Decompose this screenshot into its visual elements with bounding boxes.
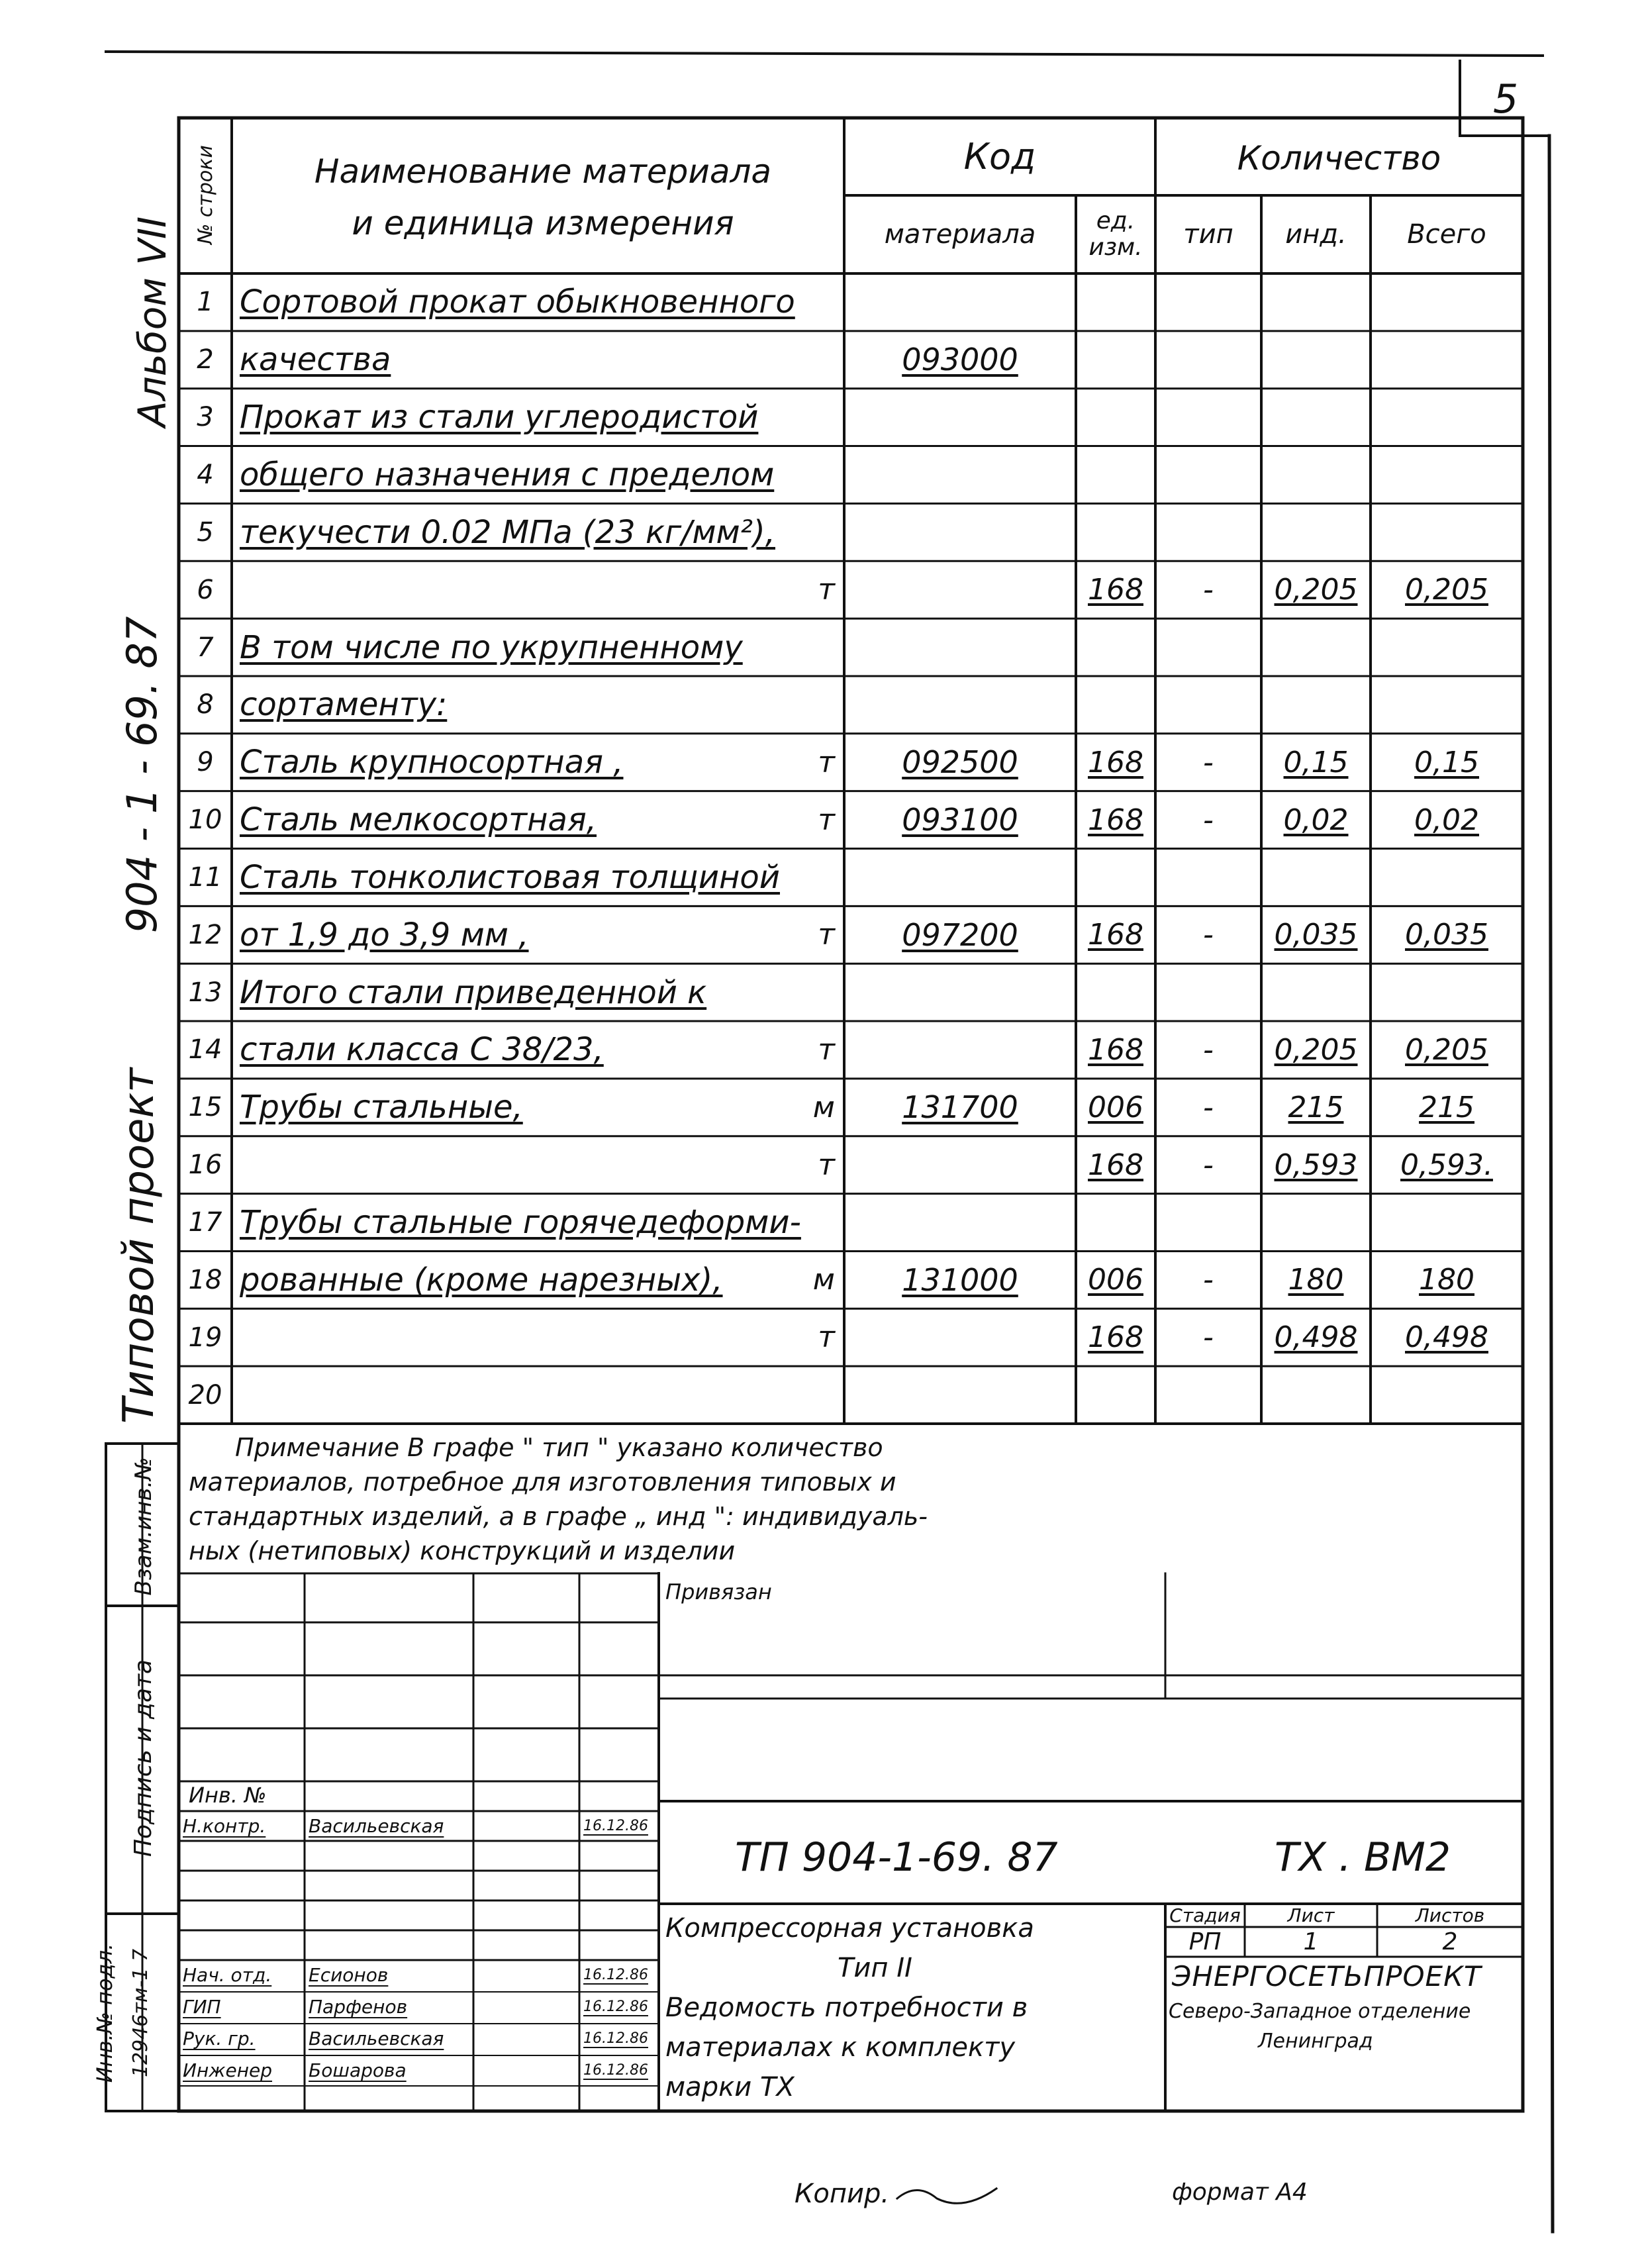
sheet-label: Лист xyxy=(1287,1904,1335,1926)
material-code xyxy=(844,275,1076,330)
row-number: 11 xyxy=(188,862,222,893)
qty-typical xyxy=(1155,505,1261,560)
sheet-title xyxy=(665,1908,1162,2107)
material-name: В том числе по укрупненному xyxy=(240,628,743,666)
page-number: 5 xyxy=(1493,76,1519,123)
material-code: 131000 xyxy=(902,1261,1018,1298)
material-name: качества xyxy=(240,341,391,379)
unit-code xyxy=(1076,390,1155,445)
staff-date: 16.12.86 xyxy=(583,2030,648,2047)
qty-typical: - xyxy=(1203,1032,1214,1067)
qty-total xyxy=(1371,677,1523,732)
staff-name: Васильевская xyxy=(309,1815,444,1837)
header-qty-total: Всего xyxy=(1407,219,1486,250)
row-number: 9 xyxy=(197,747,214,778)
copied-label: Копир. xyxy=(795,2179,890,2209)
staff-name: Васильевская xyxy=(309,2028,444,2049)
material-name: стали класса С 38/23, xyxy=(240,1031,604,1069)
unit-code xyxy=(1076,677,1155,732)
sheets-label: Листов xyxy=(1415,1904,1485,1926)
unit-code: 168 xyxy=(1088,803,1143,837)
stage-value: РП xyxy=(1188,1928,1222,1955)
qty-typical xyxy=(1155,677,1261,732)
note-line: Примечание В графе " тип " указано количество xyxy=(235,1433,883,1462)
stage-label: Стадия xyxy=(1169,1904,1241,1926)
staff-name: Бошарова xyxy=(309,2059,407,2081)
unit-of-measure xyxy=(728,1367,844,1422)
title-line: материалах к комплекту xyxy=(665,2032,1016,2063)
qty-individual: 0,498 xyxy=(1274,1320,1358,1355)
unit-of-measure xyxy=(728,390,844,445)
organization-name: ЭНЕРГОСЕТЬПРОЕКТ xyxy=(1172,1960,1482,1993)
material-name: рованные (кроме нарезных), xyxy=(240,1261,723,1299)
material-name: Итого стали приведенной к xyxy=(240,973,707,1011)
qty-total: 0,02 xyxy=(1414,803,1479,837)
qty-typical xyxy=(1155,850,1261,905)
qty-individual: 0,035 xyxy=(1274,918,1358,952)
row-number: 2 xyxy=(197,344,214,375)
qty-individual xyxy=(1261,1195,1371,1250)
material-name: сортаменту: xyxy=(240,686,448,724)
unit-code xyxy=(1076,1195,1155,1250)
qty-typical xyxy=(1155,1195,1261,1250)
qty-total: 0,498 xyxy=(1405,1320,1488,1355)
staff-date: 16.12.86 xyxy=(583,1967,648,1983)
qty-total: 0,205 xyxy=(1405,573,1488,607)
unit-of-measure: м xyxy=(812,1090,835,1124)
row-number: 18 xyxy=(188,1264,222,1295)
material-name: от 1,9 до 3,9 мм , xyxy=(240,916,529,954)
staff-role: Нач. отд. xyxy=(183,1964,272,1986)
privyazan-label: Привязан xyxy=(665,1579,772,1604)
unit-of-measure xyxy=(728,1195,844,1250)
qty-total xyxy=(1371,332,1523,387)
material-name: общего назначения с пределом xyxy=(240,456,775,493)
inv-no-label: Инв. № xyxy=(189,1783,267,1808)
qty-total xyxy=(1371,390,1523,445)
title-line: марки ТХ xyxy=(665,2072,795,2102)
staff-name: Есионов xyxy=(309,1964,389,1986)
material-code xyxy=(844,505,1076,560)
format-label: формат А4 xyxy=(1172,2179,1308,2206)
material-code: 093100 xyxy=(902,802,1018,838)
unit-of-measure xyxy=(728,677,844,732)
qty-typical xyxy=(1155,332,1261,387)
qty-individual xyxy=(1261,677,1371,732)
material-code xyxy=(844,1138,1076,1193)
qty-individual xyxy=(1261,390,1371,445)
unit-code xyxy=(1076,965,1155,1020)
material-code xyxy=(844,448,1076,503)
material-code xyxy=(844,1022,1076,1077)
qty-typical: - xyxy=(1203,745,1214,779)
qty-typical xyxy=(1155,965,1261,1020)
qty-total xyxy=(1371,275,1523,330)
unit-code xyxy=(1076,505,1155,560)
row-number: 12 xyxy=(188,919,222,950)
material-code xyxy=(844,620,1076,675)
side-label-vzam: Взам.инв.№ xyxy=(130,1457,157,1596)
material-name: Сортовой прокат обыкновенного xyxy=(240,283,795,321)
unit-of-measure xyxy=(728,275,844,330)
qty-typical: - xyxy=(1203,1090,1214,1124)
side-label-album: Альбом VII xyxy=(130,216,175,427)
staff-role: ГИП xyxy=(183,1996,221,2018)
note xyxy=(189,1430,1248,1568)
qty-typical xyxy=(1155,448,1261,503)
qty-total xyxy=(1371,850,1523,905)
qty-total xyxy=(1371,965,1523,1020)
staff-date: 16.12.86 xyxy=(583,1998,648,2015)
qty-individual: 180 xyxy=(1288,1263,1344,1297)
unit-code: 006 xyxy=(1088,1263,1143,1297)
title-line: Компрессорная установка xyxy=(665,1913,1034,1944)
row-number: 10 xyxy=(188,805,222,836)
qty-total xyxy=(1371,505,1523,560)
material-code xyxy=(844,1310,1076,1365)
title-line: Ведомость потребности в xyxy=(665,1993,1028,2023)
qty-individual xyxy=(1261,332,1371,387)
qty-individual: 0,15 xyxy=(1283,745,1349,779)
unit-code: 168 xyxy=(1088,573,1143,607)
qty-typical xyxy=(1155,1367,1261,1422)
row-number: 4 xyxy=(197,459,214,490)
unit-of-measure xyxy=(728,505,844,560)
header-row-num: № строки xyxy=(194,145,217,244)
qty-individual: 0,593 xyxy=(1274,1148,1358,1182)
qty-typical: - xyxy=(1203,1320,1214,1355)
row-number: 5 xyxy=(197,517,214,548)
unit-code: 168 xyxy=(1088,1032,1143,1067)
material-name: Сталь мелкосортная, xyxy=(240,801,597,839)
side-label-podpis: Подпись и дата xyxy=(130,1659,157,1857)
staff-role: Н.контр. xyxy=(183,1815,266,1837)
material-code xyxy=(844,1367,1076,1422)
qty-typical: - xyxy=(1203,573,1214,607)
side-label-project: Типовой проект xyxy=(115,1067,164,1424)
row-number: 7 xyxy=(197,632,214,663)
material-code: 092500 xyxy=(902,744,1018,781)
unit-of-measure: т xyxy=(818,745,835,779)
material-code xyxy=(844,850,1076,905)
qty-total: 0,205 xyxy=(1405,1032,1488,1067)
row-number: 14 xyxy=(188,1034,222,1065)
unit-code: 006 xyxy=(1088,1090,1143,1124)
material-code xyxy=(844,677,1076,732)
header-qty-ind: инд. xyxy=(1285,219,1347,250)
material-name: Сталь крупносортная , xyxy=(240,744,624,781)
qty-total: 180 xyxy=(1419,1263,1474,1297)
qty-typical: - xyxy=(1203,1263,1214,1297)
qty-typical xyxy=(1155,390,1261,445)
unit-of-measure xyxy=(728,332,844,387)
qty-individual: 0,205 xyxy=(1274,573,1358,607)
qty-typical: - xyxy=(1203,1148,1214,1182)
material-name: Трубы стальные, xyxy=(240,1089,523,1126)
unit-of-measure xyxy=(728,620,844,675)
unit-of-measure xyxy=(728,448,844,503)
side-label-inv-podl: Инв.№ подл. xyxy=(92,1943,117,2083)
qty-individual xyxy=(1261,448,1371,503)
material-code xyxy=(844,562,1076,617)
material-code: 131700 xyxy=(902,1089,1018,1126)
note-line: стандартных изделий, а в графе „ инд ": индивидуаль- xyxy=(189,1502,928,1531)
material-code: 093000 xyxy=(902,342,1018,378)
material-name: Прокат из стали углеродистой xyxy=(240,399,759,436)
qty-individual xyxy=(1261,1367,1371,1422)
qty-total xyxy=(1371,1195,1523,1250)
material-name: Трубы стальные горячедеформи- xyxy=(240,1204,801,1242)
header-quantity: Количество xyxy=(1237,139,1441,177)
sheet-value: 1 xyxy=(1303,1928,1319,1955)
qty-individual xyxy=(1261,275,1371,330)
unit-code xyxy=(1076,850,1155,905)
staff-name: Парфенов xyxy=(309,1996,408,2018)
row-number: 3 xyxy=(197,402,214,433)
unit-of-measure xyxy=(728,965,844,1020)
qty-total: 215 xyxy=(1419,1090,1474,1124)
side-label-code: 904 - 1 - 69. 87 xyxy=(118,616,166,934)
qty-total xyxy=(1371,448,1523,503)
unit-code xyxy=(1076,620,1155,675)
qty-typical: - xyxy=(1203,803,1214,837)
qty-total: 0,593. xyxy=(1400,1148,1493,1182)
header-code-material: материала xyxy=(884,219,1036,250)
qty-individual: 0,205 xyxy=(1274,1032,1358,1067)
unit-code: 168 xyxy=(1088,1320,1143,1355)
staff-role: Инженер xyxy=(183,2059,273,2081)
unit-code: 168 xyxy=(1088,918,1143,952)
material-name: текучести 0.02 МПа (23 кг/мм²), xyxy=(240,513,775,551)
unit-code xyxy=(1076,332,1155,387)
unit-of-measure: т xyxy=(818,918,835,952)
unit-of-measure xyxy=(728,850,844,905)
title-line: Тип II xyxy=(838,1953,912,1983)
header-code: Код xyxy=(963,136,1036,177)
material-code xyxy=(844,965,1076,1020)
row-number: 13 xyxy=(188,977,222,1008)
unit-of-measure: т xyxy=(818,803,835,837)
qty-typical xyxy=(1155,275,1261,330)
side-label-inv-num: 12946тм-1 7 xyxy=(129,1948,152,2078)
staff-role: Рук. гр. xyxy=(183,2028,256,2049)
sheets-value: 2 xyxy=(1442,1928,1458,1955)
row-number: 1 xyxy=(197,287,214,318)
qty-individual: 0,02 xyxy=(1283,803,1349,837)
unit-of-measure: т xyxy=(818,1148,835,1182)
row-number: 19 xyxy=(188,1322,222,1353)
staff-date: 16.12.86 xyxy=(583,1818,648,1834)
unit-of-measure: м xyxy=(812,1263,835,1297)
qty-typical: - xyxy=(1203,918,1214,952)
row-number: 20 xyxy=(188,1379,222,1410)
note-line: ных (нетиповых) конструкций и изделии xyxy=(189,1536,736,1565)
unit-of-measure: т xyxy=(818,1320,835,1355)
row-number: 17 xyxy=(188,1207,222,1238)
organization-city: Ленинград xyxy=(1258,2030,1373,2053)
material-code xyxy=(844,390,1076,445)
note-line: материалов, потребное для изготовления типовых и xyxy=(189,1467,896,1497)
qty-total: 0,15 xyxy=(1414,745,1479,779)
material-code xyxy=(844,1195,1076,1250)
unit-of-measure: т xyxy=(818,1032,835,1067)
unit-code: 168 xyxy=(1088,1148,1143,1182)
row-number: 15 xyxy=(188,1092,222,1123)
row-number: 8 xyxy=(197,689,214,720)
qty-typical xyxy=(1155,620,1261,675)
header-name: Наименование материала и единица измерения xyxy=(314,152,772,242)
header-qty-typ: тип xyxy=(1183,219,1233,250)
qty-total xyxy=(1371,1367,1523,1422)
qty-individual xyxy=(1261,620,1371,675)
material-code: 097200 xyxy=(902,916,1018,953)
qty-individual xyxy=(1261,965,1371,1020)
header-code-unit: ед. изм. xyxy=(1088,207,1143,261)
qty-individual xyxy=(1261,850,1371,905)
unit-code xyxy=(1076,448,1155,503)
unit-code xyxy=(1076,1367,1155,1422)
document-mark: ТХ . ВМ2 xyxy=(1275,1834,1451,1881)
qty-total: 0,035 xyxy=(1405,918,1488,952)
unit-of-measure: т xyxy=(818,573,835,607)
qty-total xyxy=(1371,620,1523,675)
drawing-code: ТП 904-1-69. 87 xyxy=(735,1834,1058,1881)
unit-code xyxy=(1076,275,1155,330)
qty-individual xyxy=(1261,505,1371,560)
qty-individual: 215 xyxy=(1288,1090,1344,1124)
unit-code: 168 xyxy=(1088,745,1143,779)
row-number: 6 xyxy=(197,574,214,605)
organization-branch: Северо-Западное отделение xyxy=(1169,2000,1471,2023)
material-name: Сталь тонколистовая толщиной xyxy=(240,858,780,896)
row-number: 16 xyxy=(188,1150,222,1181)
staff-date: 16.12.86 xyxy=(583,2062,648,2079)
